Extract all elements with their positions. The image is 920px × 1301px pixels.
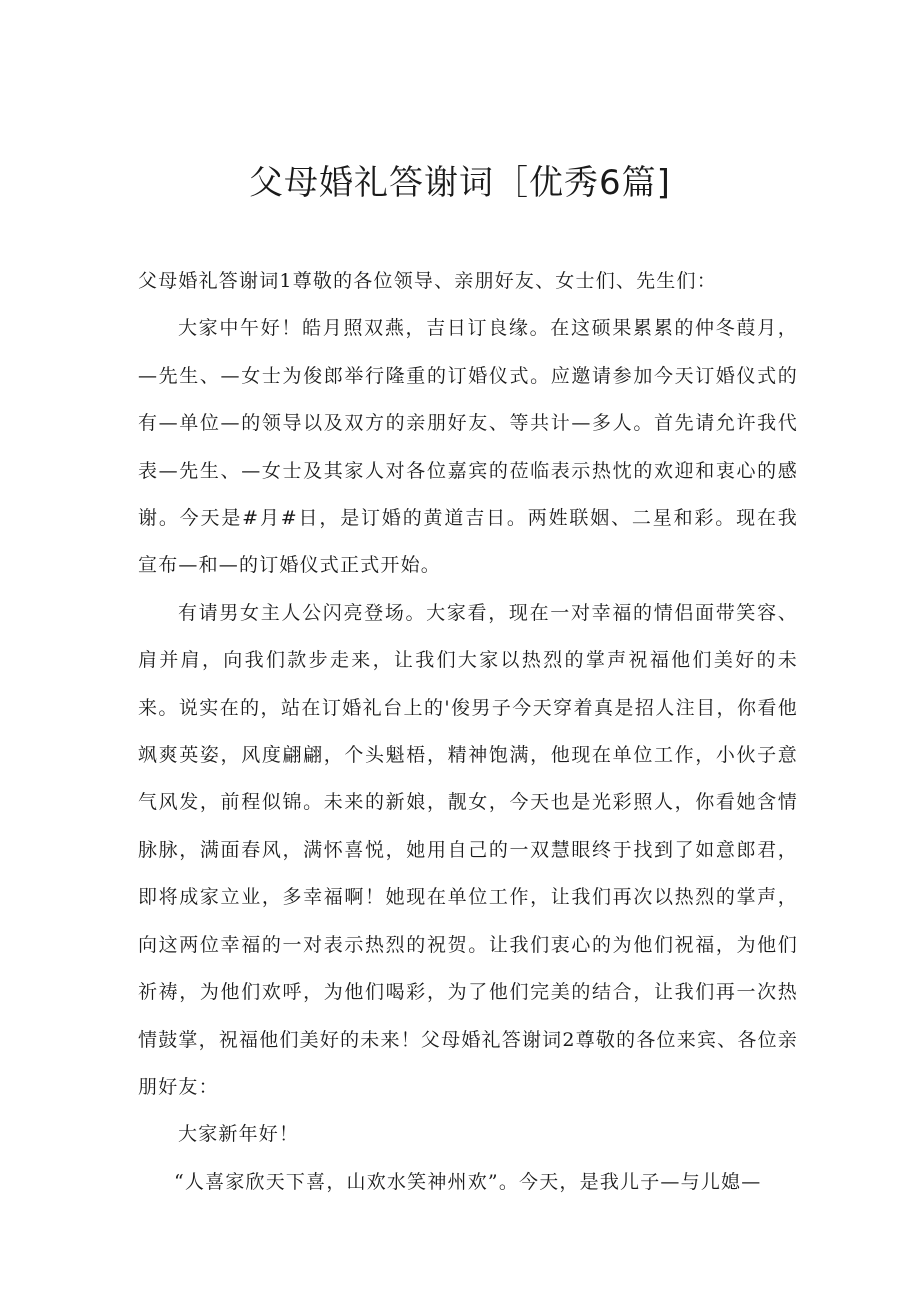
paragraph-ceremony: 有请男女主人公闪亮登场。大家看，现在一对幸福的情侣面带笑容、肩并肩，向我们款步走来，让我们大家以热烈的掌声祝福他们美好的未来。说实在的，站在订婚礼台上的'俊男子今天穿着真是招人注目，你看他飒爽英姿，风度翩翩，个头魁梧，精神饱满，他现在单位工作，小伙子意气风发，前程似锦。未来的新娘，靓女，今天也是光彩照人，你看她含情脉脉，满面春风，满怀喜悦，她用自己的一双慧眼终于找到了如意郎君，即将成家立业，多幸福啊！她现在单位工作，让我们再次以热烈的掌声，向这两位幸福的一对表示热烈的祝贺。让我们衷心的为他们祝福，为他们祈祷，为他们欢呼，为他们喝彩，为了他们完美的结合，让我们再一次热情鼓掌，祝福他们美好的未来！父母婚礼答谢词2尊敬的各位来宾、各位亲朋好友： [138, 601, 798, 1098]
paragraph-quote: “人喜家欣天下喜，山欢水笑神州欢”。今天，是我儿子—与儿媳— [174, 1170, 762, 1193]
paragraph-salutation: 父母婚礼答谢词1尊敬的各位领导、亲朋好友、女士们、先生们： [138, 270, 717, 292]
paragraph-greeting: 大家中午好！皓月照双燕，吉日订良缘。在这硕果累累的仲冬葭月，—先生、—女士为俊郎举行隆重的订婚仪式。应邀请参加今天订婚仪式的有—单位—的领导以及双方的亲朋好友、等共计—多人。首先请允许我代表—先生、—女士及其家人对各位嘉宾的莅临表示热忱的欢迎和衷心的感谢。今天是#月#日，是订婚的黄道吉日。两姓联姻、二星和彩。现在我宣布—和—的订婚仪式正式开始。 [138, 317, 798, 577]
document-title: 父母婚礼答谢词［优秀6篇] [249, 163, 671, 203]
document-body [138, 258, 798, 1206]
paragraph-new-year: 大家新年好！ [178, 1123, 300, 1146]
